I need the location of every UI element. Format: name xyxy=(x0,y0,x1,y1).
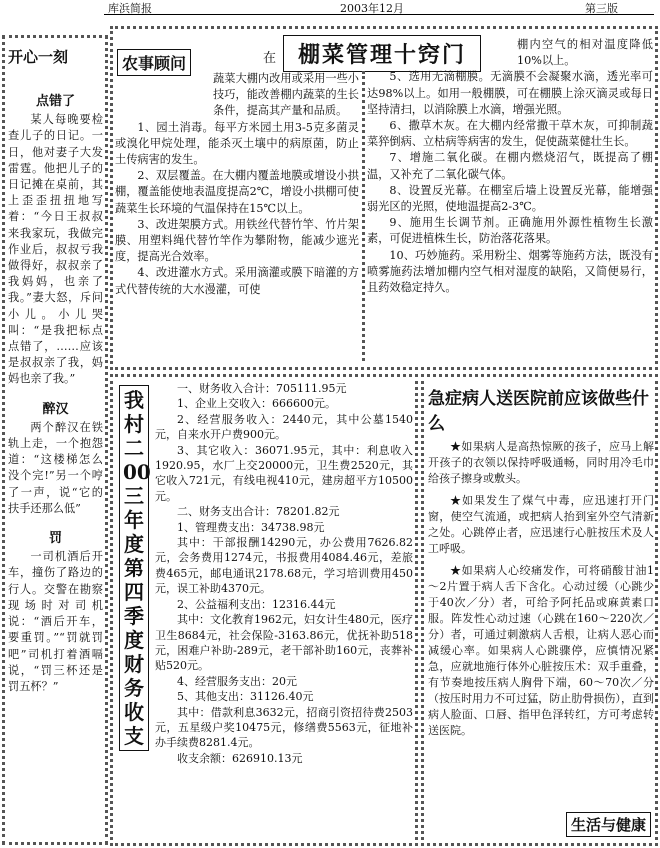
finance-line: 其中：文化教育1962元，妇女计生480元，医疗卫生8684元，社会保险-3163.86元，优抚补助518元，困难户补助-289元，老干部补助160元，丧葬补贴520元。 xyxy=(155,613,413,673)
agri-paragraph: 10、巧妙施药。采用粉尘、烟雾等施药方法，既没有喷雾施药法增加棚内空气相对湿度的缺陷，又简便易行，且药效稳定持久。 xyxy=(367,248,653,295)
agri-paragraph: 9、施用生长调节剂。正确施用外源性植物生长激素，可促进植株生长，防治落花落果。 xyxy=(367,216,653,246)
humor-item-text: 某人每晚要检查儿子的日记。一日，他对妻子大发雷霆。他把儿子的日记摊在桌前，其上歪歪扭扭地写着：“今日王叔叔来我家玩，我做完作业后，叔叔亏我做得好，叔叔亲了我妈妈，也亲了我。”妻大怒，斥问小儿。小儿哭叫：“是我把标点点错了，……应该是叔叔亲了我，妈妈也亲了我。” xyxy=(8,113,103,386)
health-item: ★如果病人心绞痛发作，可将硝酸甘油1～2片置于病人舌下含化。心动过缓（心跳少于40次／分）者，可给予阿托品或麻黄素口服。阵发性心动过速（心跳在160～220次／分）者，可通过刺激病人舌根，让病人恶心而减缓心率。如果病人心跳骤停，应慎情况紧急，应就地施行体外心脏按压术：双手重叠，有节奏地按压病人胸骨下端，60～70次／分（按压时用力不可过猛，防止肋骨损伤），直到病人脸面、口唇、指甲色泽转红，方可考虑转送医院。 xyxy=(428,564,654,737)
humor-title: 开心一刻 xyxy=(8,48,69,66)
finance-lines xyxy=(155,381,413,766)
issue-date: 2003年12月 xyxy=(340,2,404,15)
agri-paragraph: 1、园土消毒。每平方米园土用3-5克多菌灵或溴化甲烷处理，能杀灭土壤中的病原菌，防止土传病害的发生。 xyxy=(115,120,359,167)
humor-item-text: 两个醉汉在铁轨上走，一个抱怨道：“这楼梯怎么没个完!”另一个哼了一声，说“它的扶手还那么低” xyxy=(8,420,103,515)
humor-items xyxy=(8,76,103,695)
finance-box xyxy=(110,374,418,846)
agri-paragraph: 棚内空气的相对温度降低10%以上。 xyxy=(517,38,653,68)
agri-paragraph: 3、改进架膜方式。用铁丝代替竹竿、竹片架膜、用塑料绳代替竹竿作为攀附物，能减少遮光度，提高光合效率。 xyxy=(115,217,359,264)
agri-paragraph: 8、设置反光幕。在棚室后墙上设置反光幕，能增强弱光区的光照，使地温提高2-3℃。 xyxy=(367,183,653,214)
finance-line: 4、经营服务支出：20元 xyxy=(177,674,297,688)
finance-title-frame xyxy=(119,385,149,751)
finance-line: 3、其它收入：36071.95元，其中：利息收入1920.95，水厂上交20000元，卫生费2520元，其它收入721元，有线电视410元，建房超平方10500元。 xyxy=(155,443,413,503)
humor-item-title: 罚 xyxy=(48,531,62,547)
health-box xyxy=(421,374,658,846)
page-number: 第三版 xyxy=(585,2,618,15)
agri-col-2 xyxy=(367,37,653,296)
finance-line: 其中：借款利息3632元，招商引资招待费2503元，五星级户奖10475元，修缮费5563元，征地补办手续费8281.4元。 xyxy=(155,705,413,750)
agri-col-1 xyxy=(115,71,359,298)
paper-name: 库浜简报 xyxy=(108,2,152,15)
agri-lead-char: 在 xyxy=(263,51,277,66)
agri-paragraph: 2、双层覆盖。在大棚内覆盖地膜或增设小拱棚，覆盖能使地表温度提高2℃，增设小拱棚可使蔬菜生长环境的气温保持在15℃以上。 xyxy=(115,169,359,215)
agri-paragraph: 4、改进灌水方式。采用滴灌或膜下暗灌的方式代替传统的大水漫灌，可使 xyxy=(115,266,359,296)
finance-line: 收支余额：626910.13元 xyxy=(177,751,303,765)
finance-line: 其中：干部报酬14290元，办公费用7626.82元，会务费用1274元，书报费用4084.46元，差旅费465元，邮电通讯2178.68元，学习培训费用450元，误工补助4370元。 xyxy=(155,536,413,596)
agri-paragraph: 蔬菜大棚内改用或采用一些小技巧，能改善棚内蔬菜的生长条件，提高其产量和品质。 xyxy=(213,72,359,118)
health-title: 急症病人送医院前应该做些什么 xyxy=(428,389,649,434)
finance-line: 5、其他支出：31126.40元 xyxy=(177,690,314,704)
page-header xyxy=(0,0,660,16)
finance-line: 2、公益福利支出：12316.44元 xyxy=(177,597,336,611)
finance-line: 二、财务支出合计：78201.82元 xyxy=(177,505,340,519)
health-tag: 生活与健康 xyxy=(566,812,651,837)
agri-paragraph: 6、撒草木灰。在大棚内经常撒干草木灰，可抑制蔬菜猝倒病、立枯病等病害的发生，促使蔬菜健壮生长。 xyxy=(367,119,653,149)
agri-column-divider xyxy=(362,71,365,361)
finance-line: 2、经营服务收入：2440元，其中公墓1540元，自来水开户费900元。 xyxy=(155,412,413,442)
agri-tag: 农事顾问 xyxy=(117,49,191,76)
finance-line: 1、企业上交收入：666600元。 xyxy=(177,397,336,411)
agri-title: 棚菜管理十窍门 xyxy=(283,35,481,72)
humor-item-title: 醉汉 xyxy=(42,401,69,417)
agri-box xyxy=(110,26,658,370)
header-rule xyxy=(104,14,654,15)
health-item: ★如果病人是高热惊厥的孩子，应马上解开孩子的衣领以保持呼吸通畅，同时用冷毛巾给孩子擦身或敷头。 xyxy=(428,440,654,485)
finance-line: 1、管理费支出：34738.98元 xyxy=(177,520,325,534)
health-item: ★如果发生了煤气中毒，应迅速打开门窗，使空气流通，或把病人抬到室外空气清新之处。心跳停止者，应迅速行心脏按压术及人工呼吸。 xyxy=(428,494,654,555)
health-items xyxy=(428,439,654,739)
finance-line: 一、财务收入合计：705111.95元 xyxy=(177,382,347,395)
humor-item-title: 点错了 xyxy=(35,94,75,109)
agri-paragraph: 5、选用无滴棚膜。无滴膜不会凝聚水滴，透光率可达98%以上。如用一般棚膜，可在棚膜上涂灭滴灵或每日坚持清扫，以消除膜上水滴，增强光照。 xyxy=(367,70,653,116)
humor-box xyxy=(2,35,108,845)
agri-paragraph: 7、增施二氧化碳。在棚内燃烧沼气，既提高了棚温，又补充了二氧化碳气体。 xyxy=(367,151,653,181)
finance-title: 我村二00三年度第四季度财务收支 xyxy=(123,388,151,748)
humor-item-text: 一司机酒后开车，撞伤了路边的行人。交警在勘察现场时对司机说：“酒后开车，要重罚。”“罚就罚吧”司机打着酒嗝说，“罚三杯还是罚五杯？” xyxy=(8,550,103,693)
